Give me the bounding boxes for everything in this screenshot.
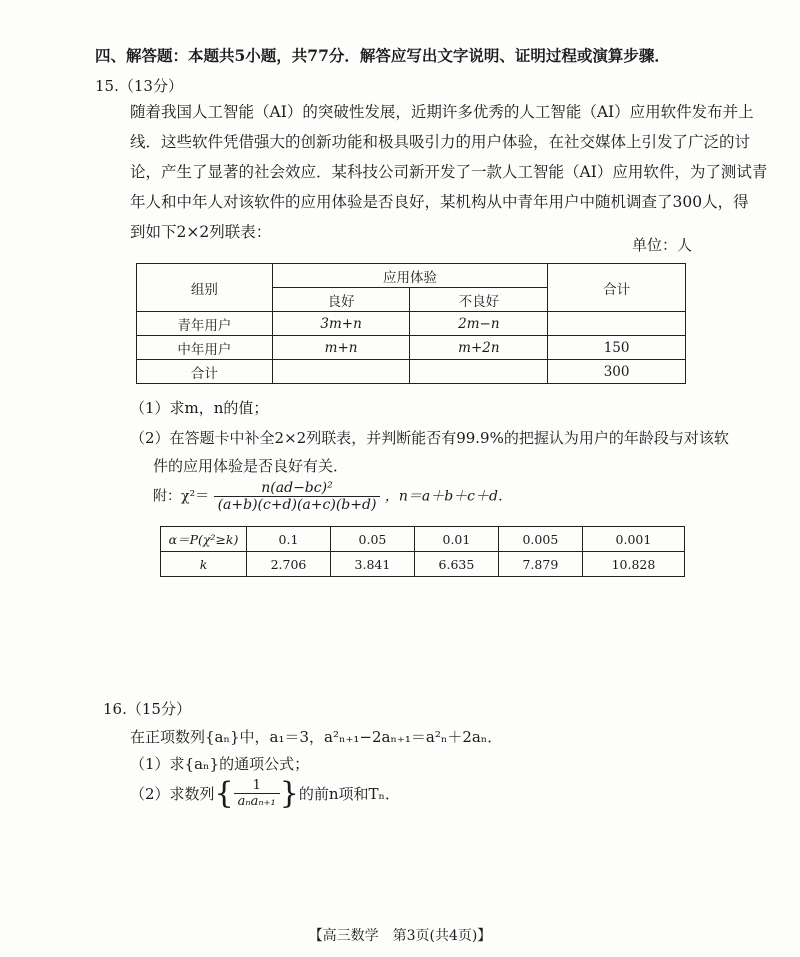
cell-good — [272, 360, 410, 384]
k-value: 6.635 — [414, 552, 498, 577]
q15-header: 15.（13分） — [95, 77, 183, 95]
cell-bad — [410, 360, 548, 384]
q15-stem-line: 到如下2×2列联表： — [130, 223, 272, 241]
k-value: 7.879 — [498, 552, 582, 577]
alpha-value: 0.005 — [498, 527, 582, 552]
cell-bad: m+2n — [410, 336, 548, 360]
unit-label: 单位：人 — [631, 236, 692, 254]
alpha-value: 0.1 — [247, 527, 331, 552]
q16-part2 — [130, 776, 400, 811]
q16-part1: （1）求{aₙ}的通项公式； — [130, 755, 310, 773]
formula-numerator: n(ad−bc)² — [214, 480, 381, 497]
cell-bad: 2m−n — [410, 312, 548, 336]
q15-stem-line: 年人和中年人对该软件的应用体验是否良好，某机构从中青年用户中随机调查了300人，得 — [130, 193, 749, 211]
q15-stem-line: 论，产生了显著的社会效应．某科技公司新开发了一款人工智能（AI）应用软件，为了测试青 — [130, 163, 768, 181]
q16-part2-prefix: （2）求数列 — [130, 785, 215, 803]
q16-fraction — [234, 778, 280, 809]
formula-fraction — [214, 480, 381, 513]
chi-square-formula — [153, 480, 512, 513]
k-value: 2.706 — [247, 552, 331, 577]
q15-part1: （1）求m，n的值； — [130, 399, 269, 417]
q15-part2-line2: 件的应用体验是否良好有关． — [153, 457, 349, 475]
formula-prefix: 附：χ²＝ — [153, 488, 210, 505]
table-row — [137, 360, 686, 384]
q15-stem — [130, 97, 768, 247]
contingency-table — [136, 263, 686, 384]
cell-good: 3m+n — [272, 312, 410, 336]
q16-part2-suffix: 的前n项和Tₙ． — [298, 785, 401, 803]
k-value: 3.841 — [330, 552, 414, 577]
row-label: 青年用户 — [137, 312, 273, 336]
cell-total: 150 — [548, 336, 686, 360]
q16-stem: 在正项数列{aₙ}中，a₁＝3，a²ₙ₊₁−2aₙ₊₁＝a²ₙ＋2aₙ． — [130, 728, 503, 746]
table-row — [161, 527, 685, 552]
right-brace: } — [279, 776, 299, 811]
header-group: 组别 — [137, 264, 273, 312]
header-total: 合计 — [548, 264, 686, 312]
table-row — [161, 552, 685, 577]
alpha-label: α＝P(χ²≥k) — [161, 527, 247, 552]
q15-stem-line: 随着我国人工智能（AI）的突破性发展，近期许多优秀的人工智能（AI）应用软件发布并上 — [130, 103, 754, 121]
table-row — [137, 336, 686, 360]
formula-suffix: ，n＝a＋b＋c＋d． — [384, 488, 512, 505]
k-value: 10.828 — [582, 552, 684, 577]
table-row — [137, 312, 686, 336]
header-experience: 应用体验 — [272, 264, 548, 288]
row-label: 中年用户 — [137, 336, 273, 360]
q15-stem-line: 线．这些软件凭借强大的创新功能和极具吸引力的用户体验，在社交媒体上引发了广泛的讨 — [130, 133, 751, 151]
alpha-value: 0.01 — [414, 527, 498, 552]
k-label: k — [161, 552, 247, 577]
page-footer: 【高三数学 第3页(共4页)】 — [308, 928, 492, 944]
alpha-value: 0.001 — [582, 527, 684, 552]
q16-fraction-den: aₙaₙ₊₁ — [237, 794, 276, 809]
cell-good: m+n — [272, 336, 410, 360]
q16-header: 16.（15分） — [103, 700, 191, 718]
critical-value-table — [160, 526, 685, 577]
cell-total: 300 — [548, 360, 686, 384]
left-brace: { — [214, 776, 234, 811]
section-heading: 四、解答题：本题共5小题，共77分．解答应写出文字说明、证明过程或演算步骤． — [95, 46, 670, 65]
cell-total — [548, 312, 686, 336]
header-good: 良好 — [272, 288, 410, 312]
q15-part2-line1: （2）在答题卡中补全2×2列联表，并判断能否有99.9%的把握认为用户的年龄段与对该软 — [130, 429, 729, 447]
formula-denominator: (a+b)(c+d)(a+c)(b+d) — [217, 497, 377, 513]
alpha-value: 0.05 — [330, 527, 414, 552]
row-label: 合计 — [137, 360, 273, 384]
header-bad: 不良好 — [410, 288, 548, 312]
q16-fraction-num: 1 — [234, 778, 280, 794]
